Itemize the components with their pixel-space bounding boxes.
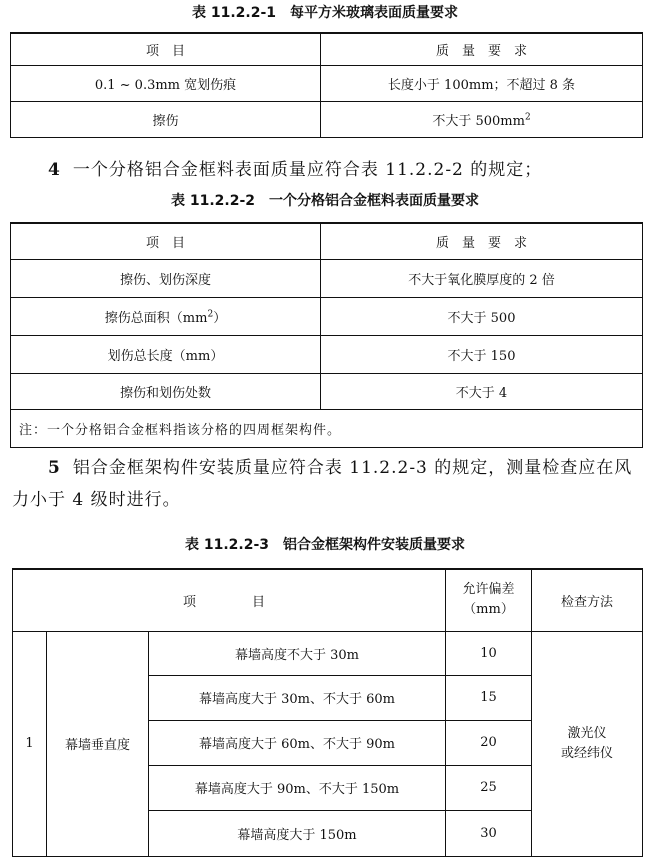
table3-caption-number: 表 11.2.2-3 [184, 537, 270, 553]
table-row [13, 631, 643, 675]
table3-header-tolerance [446, 569, 532, 631]
table3-group-number: 1 [13, 631, 47, 856]
table2-row2-item-superscript: 2 [207, 309, 214, 320]
table3-row3-tolerance: 20 [446, 720, 532, 765]
table3-row3-condition: 幕墙高度大于 60m、不大于 90m [149, 720, 446, 765]
table3-row1-tolerance: 10 [446, 631, 532, 675]
table3-row2-condition: 幕墙高度大于 30m、不大于 60m [149, 675, 446, 720]
table1 [10, 32, 643, 138]
table2-row2-item-suffix: ） [213, 310, 227, 326]
table3-header-tolerance-line2: （mm） [463, 602, 514, 618]
table2-note: 注：一个分格铝合金框料指该分格的四周框架构件。 [11, 409, 643, 447]
table2-row2-requirement: 不大于 500 [321, 297, 643, 335]
table2-row2-item-text: 擦伤总面积（mm [104, 310, 208, 326]
table3-method [532, 631, 643, 856]
paragraph-5 [12, 452, 640, 516]
table-row [11, 373, 643, 409]
table2-row4-requirement: 不大于 4 [321, 373, 643, 409]
table3-row5-condition: 幕墙高度大于 150m [149, 810, 446, 856]
table3-header-tolerance-line1: 允许偏差 [462, 582, 515, 598]
table3-header-method: 检查方法 [532, 569, 643, 631]
table3-method-line1: 激光仪 [567, 725, 607, 741]
table-row [11, 101, 643, 137]
table2-caption-title: 一个分格铝合金框料表面质量要求 [269, 193, 480, 209]
table3-row4-tolerance: 25 [446, 765, 532, 810]
table3-header-item: 项 目 [13, 569, 446, 631]
table3 [12, 568, 643, 857]
table3-row5-tolerance: 30 [446, 810, 532, 856]
table2-row1-item: 擦伤、划伤深度 [11, 259, 321, 297]
table-row [11, 259, 643, 297]
table2-header-requirement: 质 量 要 求 [321, 223, 643, 259]
table1-caption-title: 每平方米玻璃表面质量要求 [290, 5, 459, 21]
table2-row3-item: 划伤总长度（mm） [11, 335, 321, 373]
paragraph-5-text: 铝合金框架构件安装质量应符合表 11.2.2-3 的规定，测量检查应在风力小于 4 级时进行。 [12, 458, 633, 510]
table2-row2-item [11, 297, 321, 335]
table3-row1-condition: 幕墙高度不大于 30m [149, 631, 446, 675]
table1-header-requirement: 质 量 要 求 [321, 33, 643, 65]
table2-caption [0, 192, 650, 210]
paragraph-4-number: 4 [48, 160, 61, 180]
table3-group-name: 幕墙垂直度 [47, 631, 149, 856]
table2-row3-requirement: 不大于 150 [321, 335, 643, 373]
table3-row4-condition: 幕墙高度大于 90m、不大于 150m [149, 765, 446, 810]
table2-header-item: 项 目 [11, 223, 321, 259]
table1-row1-item: 0.1 ~ 0.3mm 宽划伤痕 [11, 65, 321, 101]
table3-method-line2: 或经纬仪 [560, 745, 613, 761]
table2 [10, 222, 643, 448]
table2-row4-item: 擦伤和划伤处数 [11, 373, 321, 409]
table3-row2-tolerance: 15 [446, 675, 532, 720]
table1-row2-requirement-superscript: 2 [524, 112, 531, 123]
table1-caption [0, 4, 650, 22]
table3-caption [0, 536, 650, 554]
table-row [11, 335, 643, 373]
table1-header-item: 项 目 [11, 33, 321, 65]
paragraph-5-number: 5 [48, 458, 61, 478]
paragraph-4-text: 一个分格铝合金框料表面质量应符合表 11.2.2-2 的规定； [72, 160, 543, 180]
table1-row2-requirement [321, 101, 643, 137]
table-row [11, 65, 643, 101]
table2-caption-number: 表 11.2.2-2 [170, 193, 256, 209]
table1-row2-item: 擦伤 [11, 101, 321, 137]
table1-row1-requirement: 长度小于 100mm；不超过 8 条 [321, 65, 643, 101]
paragraph-4 [12, 154, 640, 186]
table2-row1-requirement: 不大于氧化膜厚度的 2 倍 [321, 259, 643, 297]
table-row [11, 297, 643, 335]
table1-row2-requirement-text: 不大于 500mm [432, 113, 525, 129]
table1-caption-number: 表 11.2.2-1 [191, 5, 277, 21]
table3-caption-title: 铝合金框架构件安装质量要求 [283, 537, 466, 553]
